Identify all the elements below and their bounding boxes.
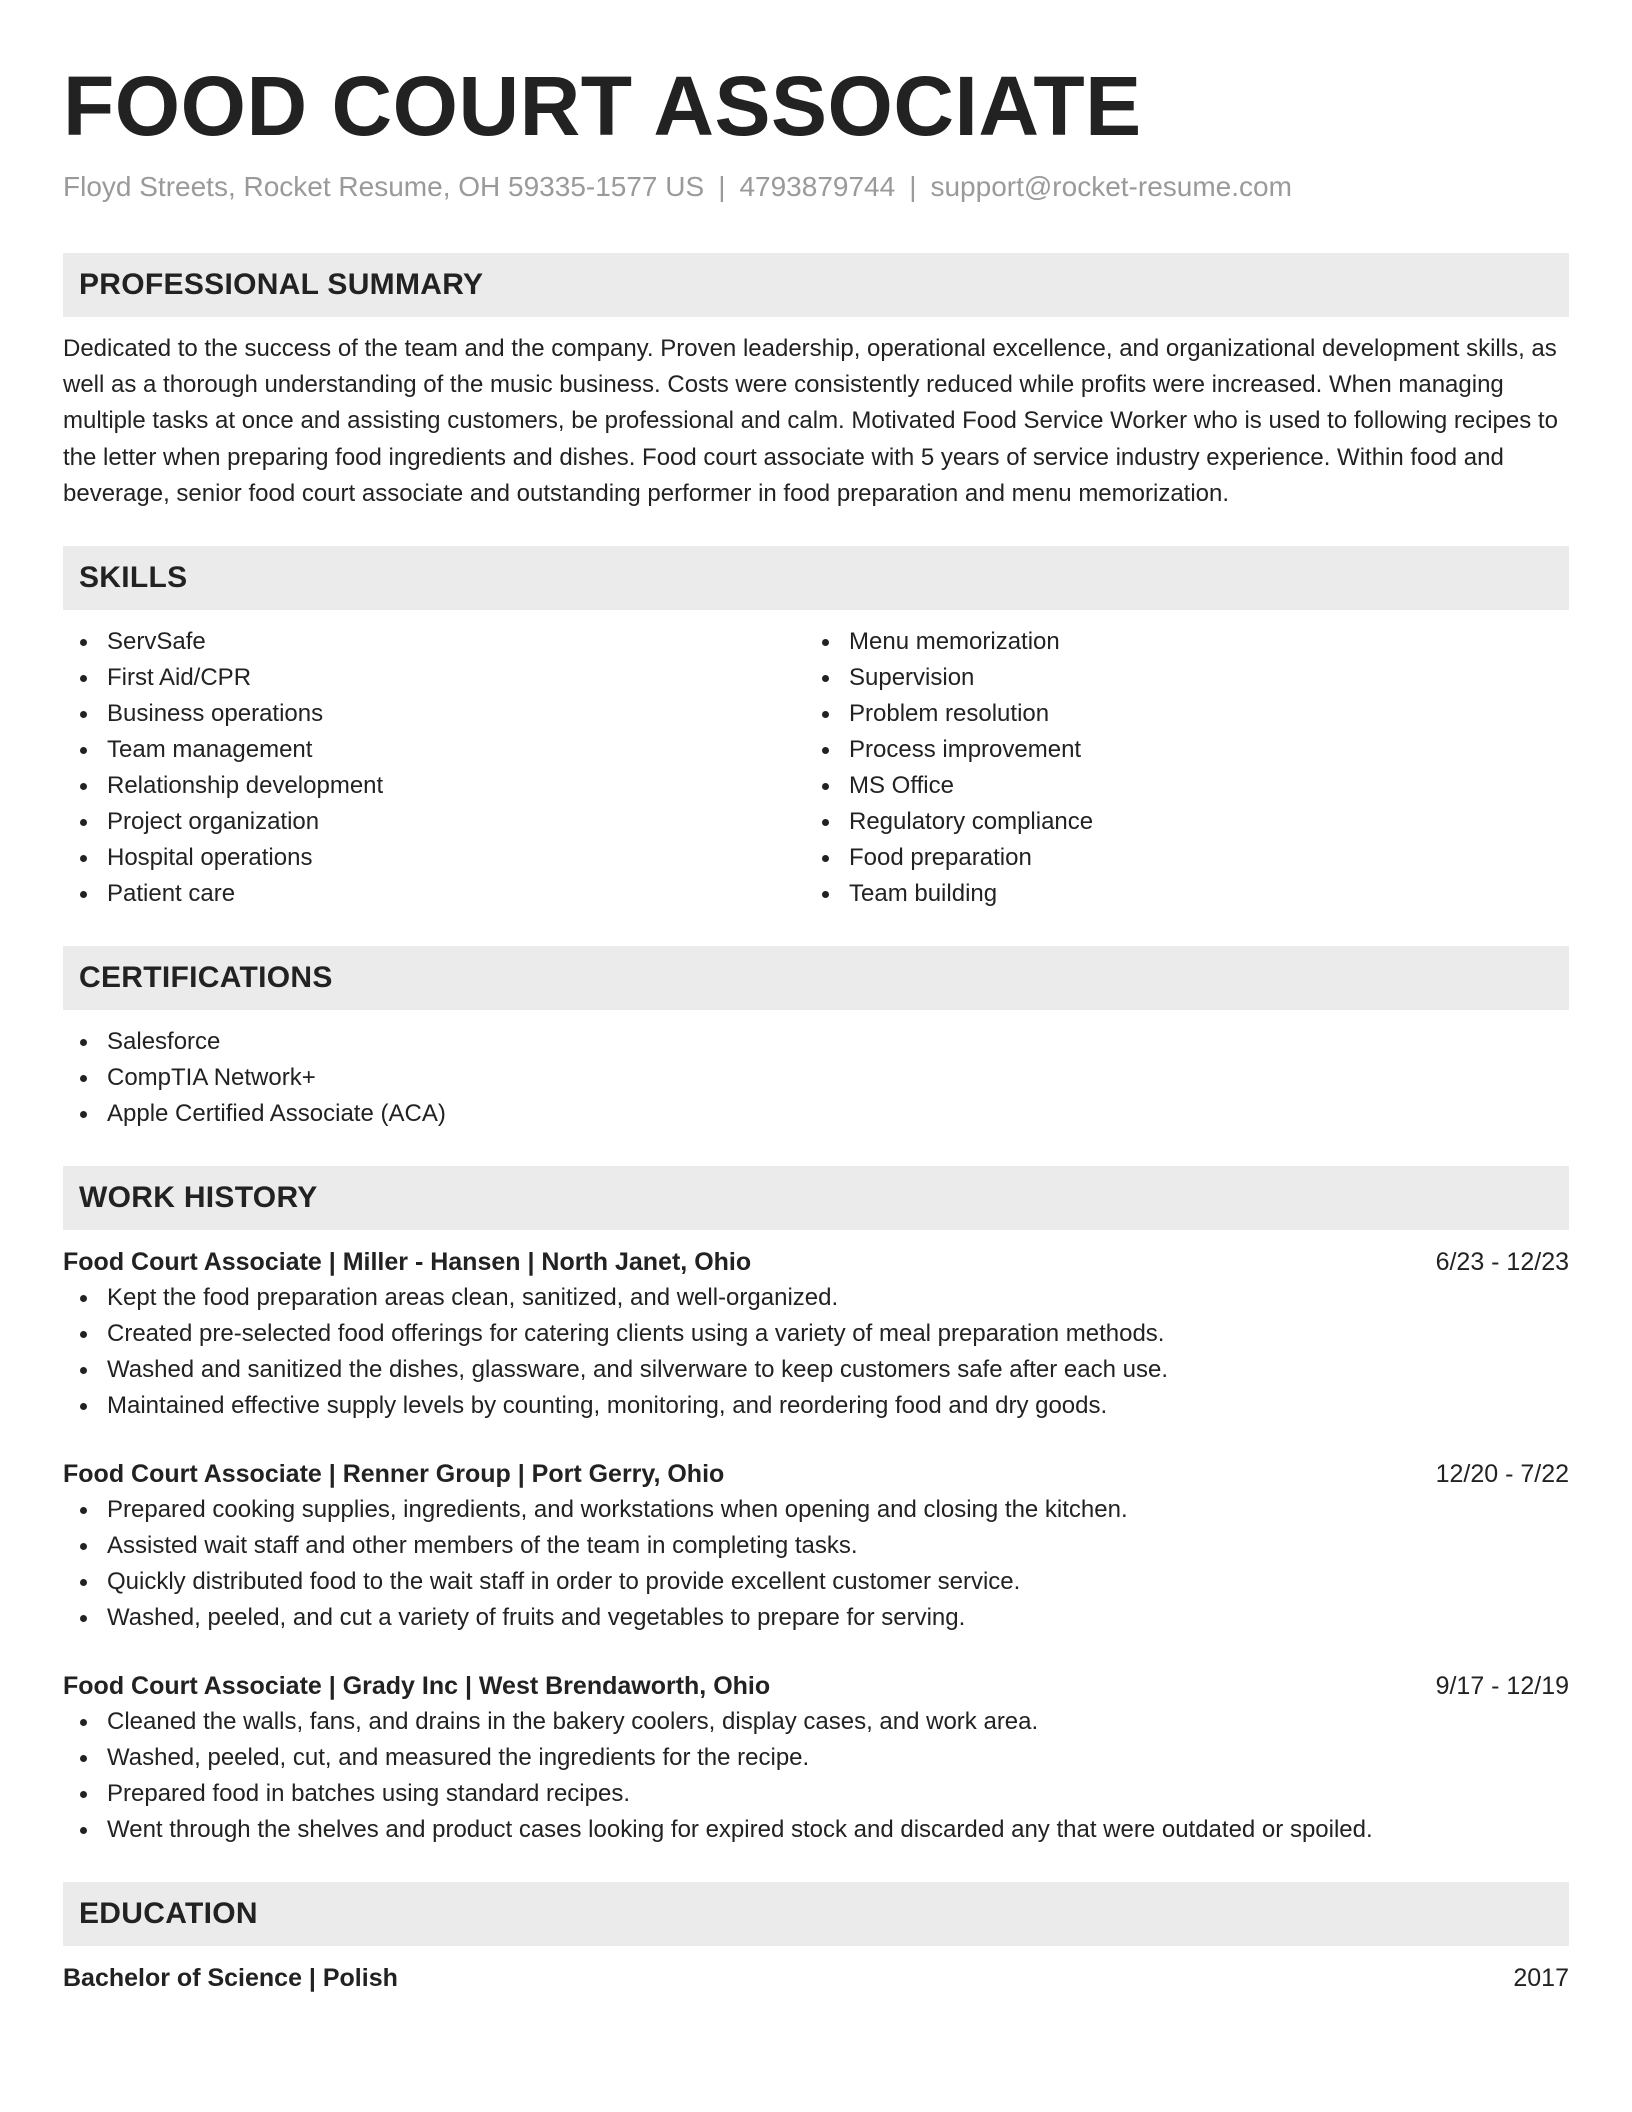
contact-phone: 4793879744: [739, 171, 896, 202]
job-title: Food Court Associate | Renner Group | Port Gerry, Ohio: [63, 1460, 725, 1489]
section-heading-education: EDUCATION: [63, 1882, 1569, 1946]
job-duty: Kept the food preparation areas clean, sanitized, and well-organized.: [63, 1280, 1569, 1316]
candidate-name: FOOD COURT ASSOCIATE: [63, 59, 1142, 153]
skill-item: Team building: [805, 876, 1547, 912]
job-duty: Quickly distributed food to the wait staff in order to provide excellent customer service.: [63, 1564, 1569, 1600]
contact-line: [63, 171, 1569, 203]
skill-item: Supervision: [805, 660, 1547, 696]
skill-item: Patient care: [63, 876, 805, 912]
skill-item: Hospital operations: [63, 840, 805, 876]
job-entry: [63, 1456, 1569, 1636]
certification-item: Salesforce: [63, 1024, 1569, 1060]
skills-list-left: [63, 624, 805, 912]
skill-item: Problem resolution: [805, 696, 1547, 732]
job-title: Food Court Associate | Grady Inc | West Brendaworth, Ohio: [63, 1672, 771, 1701]
job-duty: Washed and sanitized the dishes, glassware, and silverware to keep customers safe after each use.: [63, 1352, 1569, 1388]
skill-item: Process improvement: [805, 732, 1547, 768]
job-duty: Washed, peeled, cut, and measured the ingredients for the recipe.: [63, 1740, 1569, 1776]
skill-item: MS Office: [805, 768, 1547, 804]
job-duties-list: [63, 1492, 1569, 1636]
skills-list-right: [805, 624, 1547, 912]
job-entry: [63, 1244, 1569, 1424]
education-year: 2017: [1513, 1964, 1569, 1993]
contact-separator: |: [718, 171, 726, 202]
skill-item: Team management: [63, 732, 805, 768]
skill-item: Project organization: [63, 804, 805, 840]
job-dates: 6/23 - 12/23: [1435, 1248, 1569, 1277]
section-heading-certifications: CERTIFICATIONS: [63, 946, 1569, 1010]
skill-item: First Aid/CPR: [63, 660, 805, 696]
summary-text: Dedicated to the success of the team and the company. Proven leadership, operational excellence, and organizational development skills, as well as a thorough understanding of the music business. Costs were consistently reduced while profits were increased. When managing multiple tasks at once and assisting customers, be professional and calm. Motivated Food Service Worker who is used to following recipes to the letter when preparing food ingredients and dishes. Food court associate with 5 years of service industry experience. Within food and beverage, senior food court associate and outstanding performer in food preparation and menu memorization.: [63, 335, 1558, 507]
contact-separator: |: [909, 171, 917, 202]
section-heading-work-history: WORK HISTORY: [63, 1166, 1569, 1230]
job-duty: Cleaned the walls, fans, and drains in the bakery coolers, display cases, and work area.: [63, 1704, 1569, 1740]
job-duty: Maintained effective supply levels by counting, monitoring, and reordering food and dry goods.: [63, 1388, 1569, 1424]
job-duty: Created pre-selected food offerings for catering clients using a variety of meal preparation methods.: [63, 1316, 1569, 1352]
job-title: Food Court Associate | Miller - Hansen | North Janet, Ohio: [63, 1248, 752, 1277]
skill-item: Relationship development: [63, 768, 805, 804]
job-duty: Went through the shelves and product cases looking for expired stock and discarded any that were outdated or spoiled.: [63, 1812, 1569, 1848]
contact-address: Floyd Streets, Rocket Resume, OH 59335-1577 US: [63, 171, 705, 202]
job-dates: 12/20 - 7/22: [1435, 1460, 1569, 1489]
contact-email: support@rocket-resume.com: [930, 171, 1292, 202]
section-heading-summary: PROFESSIONAL SUMMARY: [63, 253, 1569, 317]
skill-item: Business operations: [63, 696, 805, 732]
skills-columns: [63, 624, 1569, 912]
job-duty: Prepared food in batches using standard recipes.: [63, 1776, 1569, 1812]
education-entry: [63, 1960, 1569, 1996]
certifications-list: [63, 1024, 1569, 1132]
skill-item: Food preparation: [805, 840, 1547, 876]
section-heading-skills: SKILLS: [63, 546, 1569, 610]
skill-item: Menu memorization: [805, 624, 1547, 660]
job-duties-list: [63, 1704, 1569, 1848]
certification-item: Apple Certified Associate (ACA): [63, 1096, 1569, 1132]
job-entry: [63, 1668, 1569, 1848]
education-degree: Bachelor of Science | Polish: [63, 1964, 398, 1993]
skill-item: ServSafe: [63, 624, 805, 660]
job-duty: Prepared cooking supplies, ingredients, and workstations when opening and closing the kitchen.: [63, 1492, 1569, 1528]
job-duty: Assisted wait staff and other members of the team in completing tasks.: [63, 1528, 1569, 1564]
certification-item: CompTIA Network+: [63, 1060, 1569, 1096]
job-dates: 9/17 - 12/19: [1435, 1672, 1569, 1701]
job-header: [63, 1456, 1569, 1492]
skill-item: Regulatory compliance: [805, 804, 1547, 840]
job-duty: Washed, peeled, and cut a variety of fruits and vegetables to prepare for serving.: [63, 1600, 1569, 1636]
job-duties-list: [63, 1280, 1569, 1424]
job-header: [63, 1668, 1569, 1704]
job-header: [63, 1244, 1569, 1280]
